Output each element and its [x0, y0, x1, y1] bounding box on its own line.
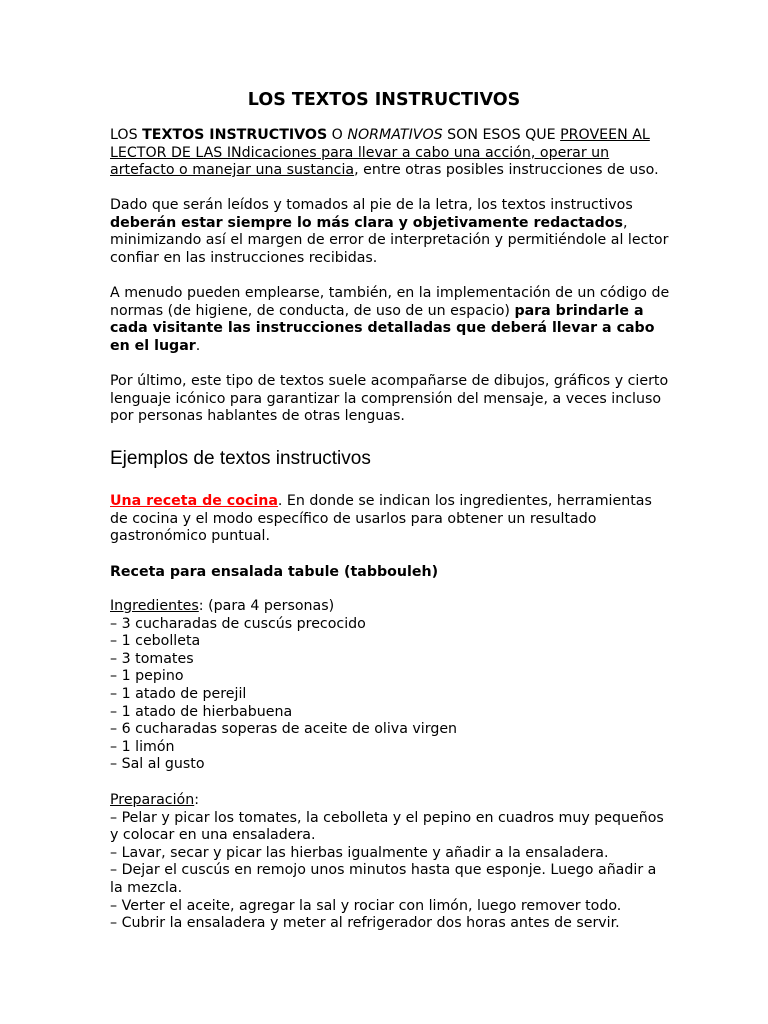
- paragraph-3: [110, 285, 670, 355]
- ingredients-label: Ingredientes: [110, 598, 199, 614]
- ingredients-heading: [110, 598, 670, 616]
- intro-text: SON ESOS QUE: [442, 127, 561, 143]
- ingredient-item: – 1 atado de perejil: [110, 685, 247, 702]
- paragraph-2-text: Dado que serán leídos y tomados al pie de la letra, los textos instructivos: [110, 197, 633, 213]
- intro-text: LOS: [110, 127, 143, 143]
- ingredient-item: – 6 cucharadas soperas de aceite de oliva virgen: [110, 721, 458, 738]
- intro-bold-term: TEXTOS INSTRUCTIVOS: [142, 127, 328, 143]
- document-title: LOS TEXTOS INSTRUCTIVOS: [247, 90, 521, 110]
- paragraph-2: [110, 197, 670, 267]
- preparation-heading: [110, 792, 670, 810]
- preparation-steps: [110, 810, 670, 933]
- intro-paragraph: [110, 127, 670, 180]
- ingredients-section: [110, 598, 670, 774]
- preparation-section: [110, 792, 670, 933]
- paragraph-3-text: .: [195, 337, 201, 354]
- ingredient-item: – 1 pepino: [110, 668, 184, 685]
- preparation-step: – Dejar el cuscús en remojo unos minutos hasta que esponje. Luego añadir a la mezcla.: [110, 862, 657, 896]
- intro-text: O: [327, 127, 348, 143]
- example-paragraph: [110, 493, 670, 546]
- example-text: . En donde se indican los ingredientes, herramientas de cocina y el modo específico de usarlos para obtener un resultado gastronómico puntual.: [110, 493, 652, 545]
- intro-text: , entre otras posibles instrucciones de uso.: [354, 162, 659, 179]
- paragraph-3-text: A menudo pueden emplearse, también, en la implementación de un código de normas (de higiene, de conducta, de uso de un espacio): [110, 285, 670, 319]
- ingredient-item: – Sal al gusto: [110, 756, 205, 773]
- preparation-step: – Verter el aceite, agregar la sal y rociar con limón, luego remover todo.: [110, 897, 622, 914]
- section-heading: Ejemplos de textos instructivos: [110, 448, 371, 469]
- ingredient-item: – 1 atado de hierbabuena: [110, 703, 293, 720]
- preparation-step: – Cubrir la ensaladera y meter al refrigerador dos horas antes de servir.: [110, 915, 620, 932]
- preparation-suffix: :: [194, 792, 199, 808]
- preparation-step: – Pelar y picar los tomates, la cebolleta y el pepino en cuadros muy pequeños y colocar en una ensaladera.: [110, 809, 664, 844]
- paragraph-2-bold: deberán estar siempre lo más clara y objetivamente redactados: [110, 214, 623, 231]
- intro-underlined-text: PROVEEN AL LECTOR DE LAS INdicaciones para llevar a cabo una acción, operar un artefacto o manejar una sustancia: [110, 127, 650, 179]
- paragraph-2-text: , minimizando así el margen de error de interpretación y permitiéndole al lector confiar en las instrucciones recibidas.: [110, 214, 669, 266]
- ingredient-item: – 1 cebolleta: [110, 633, 201, 650]
- paragraph-3-bold: para brindarle a cada visitante las instrucciones detalladas que deberá llevar a cabo en el lugar: [110, 302, 655, 354]
- preparation-step: – Lavar, secar y picar las hierbas igualmente y añadir a la ensaladera.: [110, 844, 609, 861]
- preparation-label: Preparación: [110, 792, 195, 808]
- ingredients-suffix: : (para 4 personas): [198, 598, 335, 614]
- ingredient-item: – 3 cucharadas de cuscús precocido: [110, 615, 366, 632]
- intro-italic-term: NORMATIVOS: [347, 127, 443, 143]
- ingredients-list: [110, 616, 670, 774]
- ingredient-item: – 3 tomates: [110, 650, 194, 667]
- paragraph-4: Por último, este tipo de textos suele acompañarse de dibujos, gráficos y cierto lenguaje icónico para garantizar la comprensión del mensaje, a veces incluso por personas hablantes de otras lenguas.: [110, 373, 669, 425]
- recipe-link[interactable]: Una receta de cocina: [110, 493, 278, 509]
- ingredient-item: – 1 limón: [110, 738, 175, 755]
- recipe-title: Receta para ensalada tabule (tabbouleh): [110, 564, 439, 580]
